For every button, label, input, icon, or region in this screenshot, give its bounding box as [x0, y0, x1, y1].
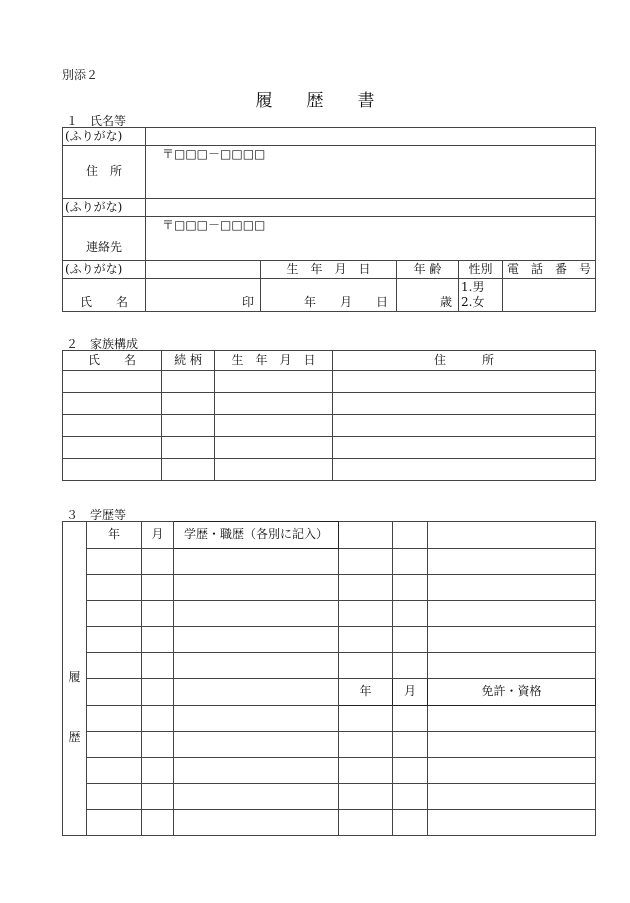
- license-cell[interactable]: [428, 732, 596, 758]
- license-cell[interactable]: [393, 732, 428, 758]
- family-cell[interactable]: [215, 459, 333, 481]
- family-col-name: 氏 名: [63, 351, 162, 371]
- history-cell[interactable]: [142, 549, 174, 575]
- history-cell[interactable]: [142, 706, 174, 732]
- license-cell[interactable]: [339, 784, 393, 810]
- history-cell[interactable]: [142, 653, 174, 679]
- history-cell[interactable]: [339, 627, 393, 653]
- family-cell[interactable]: [333, 437, 596, 459]
- history-cell[interactable]: [142, 679, 174, 706]
- history-cell[interactable]: [428, 601, 596, 627]
- history-col-detail: 学歴・職歴（各別に記入）: [174, 522, 339, 549]
- family-col-relation: 続 柄: [162, 351, 215, 371]
- family-cell[interactable]: [162, 415, 215, 437]
- history-cell[interactable]: [87, 627, 142, 653]
- history-cell[interactable]: [428, 575, 596, 601]
- furigana-label: (ふりがな): [63, 128, 146, 146]
- history-cell[interactable]: [142, 601, 174, 627]
- birth-date-field[interactable]: 年 月 日: [261, 279, 397, 312]
- sex-header: 性別: [459, 261, 503, 279]
- family-cell[interactable]: [63, 437, 162, 459]
- sex-option-female[interactable]: 2.女: [461, 295, 485, 309]
- history-side-label: [63, 522, 87, 836]
- name-field[interactable]: [146, 279, 261, 312]
- history-cell[interactable]: [87, 549, 142, 575]
- history-cell[interactable]: [87, 758, 142, 784]
- history-cell[interactable]: [142, 810, 174, 836]
- sex-option-male[interactable]: 1.男: [461, 280, 485, 294]
- history-cell[interactable]: [339, 575, 393, 601]
- family-cell[interactable]: [333, 371, 596, 393]
- family-cell[interactable]: [162, 371, 215, 393]
- contact-label: 連絡先: [63, 217, 146, 261]
- history-cell[interactable]: [428, 627, 596, 653]
- postal-code-template: 〒□□□－□□□□: [162, 218, 266, 232]
- section1-heading: １ 氏名等: [66, 114, 127, 128]
- history-table: [62, 521, 596, 836]
- history-cell[interactable]: [174, 549, 339, 575]
- family-cell[interactable]: [162, 393, 215, 415]
- address-furigana-field[interactable]: [146, 128, 596, 146]
- history-cell[interactable]: [339, 549, 393, 575]
- license-cell[interactable]: [428, 706, 596, 732]
- license-cell[interactable]: [393, 784, 428, 810]
- history-cell[interactable]: [174, 575, 339, 601]
- history-cell[interactable]: [142, 627, 174, 653]
- license-cell[interactable]: [428, 758, 596, 784]
- history-cell[interactable]: [87, 679, 142, 706]
- history-cell[interactable]: [142, 732, 174, 758]
- license-cell[interactable]: [393, 810, 428, 836]
- history-cell[interactable]: [393, 627, 428, 653]
- seal-mark: 印: [241, 294, 254, 309]
- family-cell[interactable]: [63, 371, 162, 393]
- furigana-label: (ふりがな): [63, 199, 146, 217]
- family-col-birth: 生 年 月 日: [215, 351, 333, 371]
- history-cell[interactable]: [174, 732, 339, 758]
- history-cell[interactable]: [393, 653, 428, 679]
- family-cell[interactable]: [162, 437, 215, 459]
- side-label-char: 履: [68, 669, 81, 684]
- family-cell[interactable]: [333, 459, 596, 481]
- contact-furigana-field[interactable]: [146, 199, 596, 217]
- history-cell[interactable]: [174, 810, 339, 836]
- history-cell[interactable]: [393, 575, 428, 601]
- history-cell[interactable]: [339, 653, 393, 679]
- history-cell[interactable]: [428, 653, 596, 679]
- family-cell[interactable]: [333, 393, 596, 415]
- history-cell[interactable]: [339, 522, 393, 549]
- section3-heading: ３ 学歴等: [66, 508, 127, 522]
- history-cell[interactable]: [393, 601, 428, 627]
- history-cell[interactable]: [174, 784, 339, 810]
- page-title: 履 歴 書: [255, 91, 375, 111]
- license-col-month: 月: [393, 679, 428, 706]
- family-cell[interactable]: [215, 437, 333, 459]
- license-cell[interactable]: [339, 810, 393, 836]
- birth-date-header: 生 年 月 日: [261, 261, 397, 279]
- name-label: 氏 名: [63, 279, 146, 312]
- family-table: [62, 350, 596, 481]
- history-cell[interactable]: [87, 732, 142, 758]
- license-cell[interactable]: [428, 784, 596, 810]
- section2-heading: ２ 家族構成: [66, 337, 139, 351]
- license-cell[interactable]: [339, 706, 393, 732]
- postal-code-template: 〒□□□－□□□□: [162, 147, 266, 161]
- attachment-label: 別添２: [62, 68, 99, 82]
- history-cell[interactable]: [174, 627, 339, 653]
- history-cell[interactable]: [393, 549, 428, 575]
- family-cell[interactable]: [162, 459, 215, 481]
- history-cell[interactable]: [428, 549, 596, 575]
- history-cell[interactable]: [174, 706, 339, 732]
- family-cell[interactable]: [63, 393, 162, 415]
- history-cell[interactable]: [87, 810, 142, 836]
- age-field[interactable]: 歳: [397, 279, 459, 312]
- family-cell[interactable]: [333, 415, 596, 437]
- history-col-month: 月: [142, 522, 174, 549]
- history-cell[interactable]: [87, 784, 142, 810]
- history-cell[interactable]: [393, 522, 428, 549]
- history-cell[interactable]: [142, 758, 174, 784]
- family-cell[interactable]: [215, 393, 333, 415]
- age-header: 年 齢: [397, 261, 459, 279]
- history-cell[interactable]: [87, 706, 142, 732]
- family-cell[interactable]: [215, 371, 333, 393]
- history-cell[interactable]: [174, 758, 339, 784]
- contact-field[interactable]: [146, 217, 596, 261]
- license-cell[interactable]: [428, 810, 596, 836]
- history-cell[interactable]: [339, 601, 393, 627]
- address-field[interactable]: [146, 146, 596, 199]
- phone-field[interactable]: [503, 279, 596, 312]
- history-cell[interactable]: [174, 601, 339, 627]
- license-col-year: 年: [339, 679, 393, 706]
- name-furigana-field[interactable]: [146, 261, 261, 279]
- side-label-char: 歴: [68, 729, 81, 744]
- license-cell[interactable]: [393, 706, 428, 732]
- family-col-address: 住 所: [333, 351, 596, 371]
- family-cell[interactable]: [63, 415, 162, 437]
- phone-header: 電 話 番 号: [503, 261, 596, 279]
- furigana-label: (ふりがな): [63, 261, 146, 279]
- history-col-year: 年: [87, 522, 142, 549]
- license-col-detail: 免許・資格: [428, 679, 596, 706]
- family-cell[interactable]: [63, 459, 162, 481]
- history-cell[interactable]: [174, 653, 339, 679]
- history-cell[interactable]: [87, 601, 142, 627]
- history-cell[interactable]: [174, 679, 339, 706]
- history-cell[interactable]: [87, 575, 142, 601]
- personal-info-table: [62, 127, 596, 312]
- sex-field[interactable]: [459, 279, 503, 312]
- history-cell[interactable]: [428, 522, 596, 549]
- license-cell[interactable]: [393, 758, 428, 784]
- family-cell[interactable]: [215, 415, 333, 437]
- history-cell[interactable]: [142, 575, 174, 601]
- license-cell[interactable]: [339, 758, 393, 784]
- address-label: 住 所: [63, 146, 146, 199]
- license-cell[interactable]: [339, 732, 393, 758]
- history-cell[interactable]: [142, 784, 174, 810]
- history-cell[interactable]: [87, 653, 142, 679]
